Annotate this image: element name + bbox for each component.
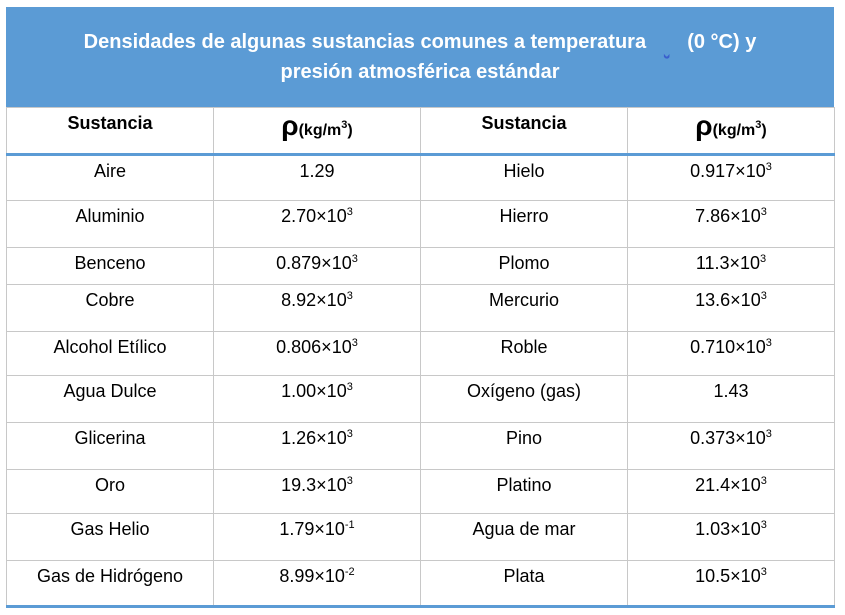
density-cell: [214, 376, 421, 423]
density-mantissa: 11.3×10: [695, 253, 761, 273]
substance-name: Gas de Hidrógeno: [36, 566, 184, 586]
table-row: [7, 155, 835, 201]
table-row: [7, 285, 835, 332]
spellcheck-squiggle: [652, 27, 682, 57]
table-row: [7, 470, 835, 514]
density-mantissa: 1.26×10: [281, 428, 347, 448]
density-mantissa: 0.710×10: [690, 337, 766, 357]
density-cell: [628, 561, 835, 607]
header-substance-2: Sustancia: [421, 108, 628, 155]
header-density-1: [214, 108, 421, 155]
density-exponent: -1: [344, 519, 355, 531]
table-row: [7, 514, 835, 561]
substance-cell: [7, 248, 214, 285]
density-cell: [214, 248, 421, 285]
density-exponent: 3: [760, 519, 767, 531]
table-body: [7, 155, 835, 607]
substance-name: Plata: [503, 566, 545, 586]
density-mantissa: 1.03×10: [695, 519, 761, 539]
substance-name: Oxígeno (gas): [466, 381, 582, 401]
rho-unit-exp: 3: [755, 119, 762, 131]
density-exponent: 3: [760, 566, 767, 578]
density-cell: [214, 332, 421, 376]
substance-cell: [7, 423, 214, 470]
substance-name: Aire: [93, 161, 126, 181]
substance-cell: [421, 561, 628, 607]
header-substance-1: Sustancia: [7, 108, 214, 155]
substance-cell: [421, 376, 628, 423]
density-mantissa: 0.917×10: [690, 161, 766, 181]
rho-unit: (kg/m: [712, 122, 756, 139]
density-cell: [628, 285, 835, 332]
density-mantissa: 7.86×10: [695, 206, 761, 226]
substance-cell: [421, 514, 628, 561]
density-mantissa: 1.79×10: [279, 519, 345, 539]
substance-name: Hielo: [503, 161, 545, 181]
substance-cell: [421, 248, 628, 285]
substance-name: Aluminio: [75, 206, 145, 226]
density-mantissa: 13.6×10: [695, 290, 761, 310]
substance-name: Glicerina: [74, 428, 146, 448]
substance-name: Mercurio: [488, 290, 559, 310]
table-row: [7, 201, 835, 248]
density-table: [6, 107, 835, 608]
density-exponent: 3: [765, 161, 772, 173]
density-exponent: 3: [765, 337, 772, 349]
density-exponent: 3: [760, 206, 767, 218]
density-exponent: 3: [351, 337, 358, 349]
density-exponent: 3: [760, 253, 767, 265]
density-cell: [628, 248, 835, 285]
substance-name: Agua Dulce: [63, 381, 157, 401]
substance-name: Plomo: [498, 253, 550, 273]
density-exponent: 3: [346, 206, 353, 218]
density-cell: [214, 155, 421, 201]
density-cell: [628, 376, 835, 423]
title-line-2: presión atmosférica estándar: [280, 61, 560, 83]
substance-cell: [7, 470, 214, 514]
title-temperature: (0 °C) y: [687, 31, 757, 53]
substance-name: Platino: [496, 475, 552, 495]
substance-name: Pino: [505, 428, 543, 448]
density-exponent: 3: [765, 428, 772, 440]
substance-cell: [421, 332, 628, 376]
density-mantissa: 8.99×10: [279, 566, 345, 586]
density-exponent: 3: [351, 253, 358, 265]
substance-cell: [7, 285, 214, 332]
table-row: [7, 561, 835, 607]
substance-name: Hierro: [499, 206, 549, 226]
substance-cell: [7, 376, 214, 423]
substance-name: Cobre: [85, 290, 135, 310]
rho-symbol: ρ: [695, 110, 713, 141]
density-exponent: 3: [346, 475, 353, 487]
density-cell: [628, 423, 835, 470]
density-mantissa: 10.5×10: [695, 566, 761, 586]
density-mantissa: 1.00×10: [281, 381, 347, 401]
density-cell: [628, 155, 835, 201]
density-mantissa: 8.92×10: [281, 290, 347, 310]
substance-cell: [421, 423, 628, 470]
substance-cell: [7, 561, 214, 607]
substance-cell: [7, 332, 214, 376]
substance-cell: [421, 285, 628, 332]
density-mantissa: 0.806×10: [276, 337, 352, 357]
substance-cell: [7, 514, 214, 561]
density-cell: [628, 332, 835, 376]
density-table-container: [6, 7, 834, 608]
rho-unit: (kg/m: [298, 122, 342, 139]
rho-unit-close: ): [347, 122, 353, 139]
substance-cell: [421, 155, 628, 201]
density-cell: [214, 561, 421, 607]
substance-cell: [7, 155, 214, 201]
density-mantissa: 0.879×10: [276, 253, 352, 273]
substance-name: Gas Helio: [70, 519, 150, 539]
substance-name: Roble: [500, 337, 548, 357]
rho-unit-exp: 3: [341, 119, 348, 131]
substance-name: Benceno: [74, 253, 146, 273]
density-exponent: -2: [344, 566, 355, 578]
table-title: [6, 7, 834, 107]
density-exponent: 3: [346, 290, 353, 302]
table-row: [7, 376, 835, 423]
density-mantissa: 2.70×10: [281, 206, 347, 226]
header-density-2: [628, 108, 835, 155]
table-row: [7, 248, 835, 285]
table-row: [7, 332, 835, 376]
substance-cell: [7, 201, 214, 248]
density-mantissa: 1.29: [299, 161, 335, 181]
density-exponent: 3: [346, 428, 353, 440]
header-row: [7, 108, 835, 155]
density-cell: [214, 201, 421, 248]
title-line-1: Densidades de algunas sustancias comunes a temperatura: [83, 31, 647, 53]
density-cell: [214, 514, 421, 561]
density-mantissa: 21.4×10: [695, 475, 761, 495]
rho-symbol: ρ: [281, 110, 299, 141]
density-mantissa: 1.43: [713, 381, 749, 401]
density-cell: [628, 514, 835, 561]
density-exponent: 3: [760, 475, 767, 487]
density-cell: [214, 470, 421, 514]
density-cell: [628, 201, 835, 248]
density-exponent: 3: [346, 381, 353, 393]
table-row: [7, 423, 835, 470]
density-mantissa: 19.3×10: [281, 475, 347, 495]
substance-name: Alcohol Etílico: [53, 337, 167, 357]
substance-name: Oro: [94, 475, 125, 495]
density-cell: [214, 285, 421, 332]
substance-name: Agua de mar: [472, 519, 576, 539]
rho-unit-close: ): [761, 122, 767, 139]
density-mantissa: 0.373×10: [690, 428, 766, 448]
substance-cell: [421, 201, 628, 248]
density-cell: [628, 470, 835, 514]
density-cell: [214, 423, 421, 470]
substance-cell: [421, 470, 628, 514]
density-exponent: 3: [760, 290, 767, 302]
